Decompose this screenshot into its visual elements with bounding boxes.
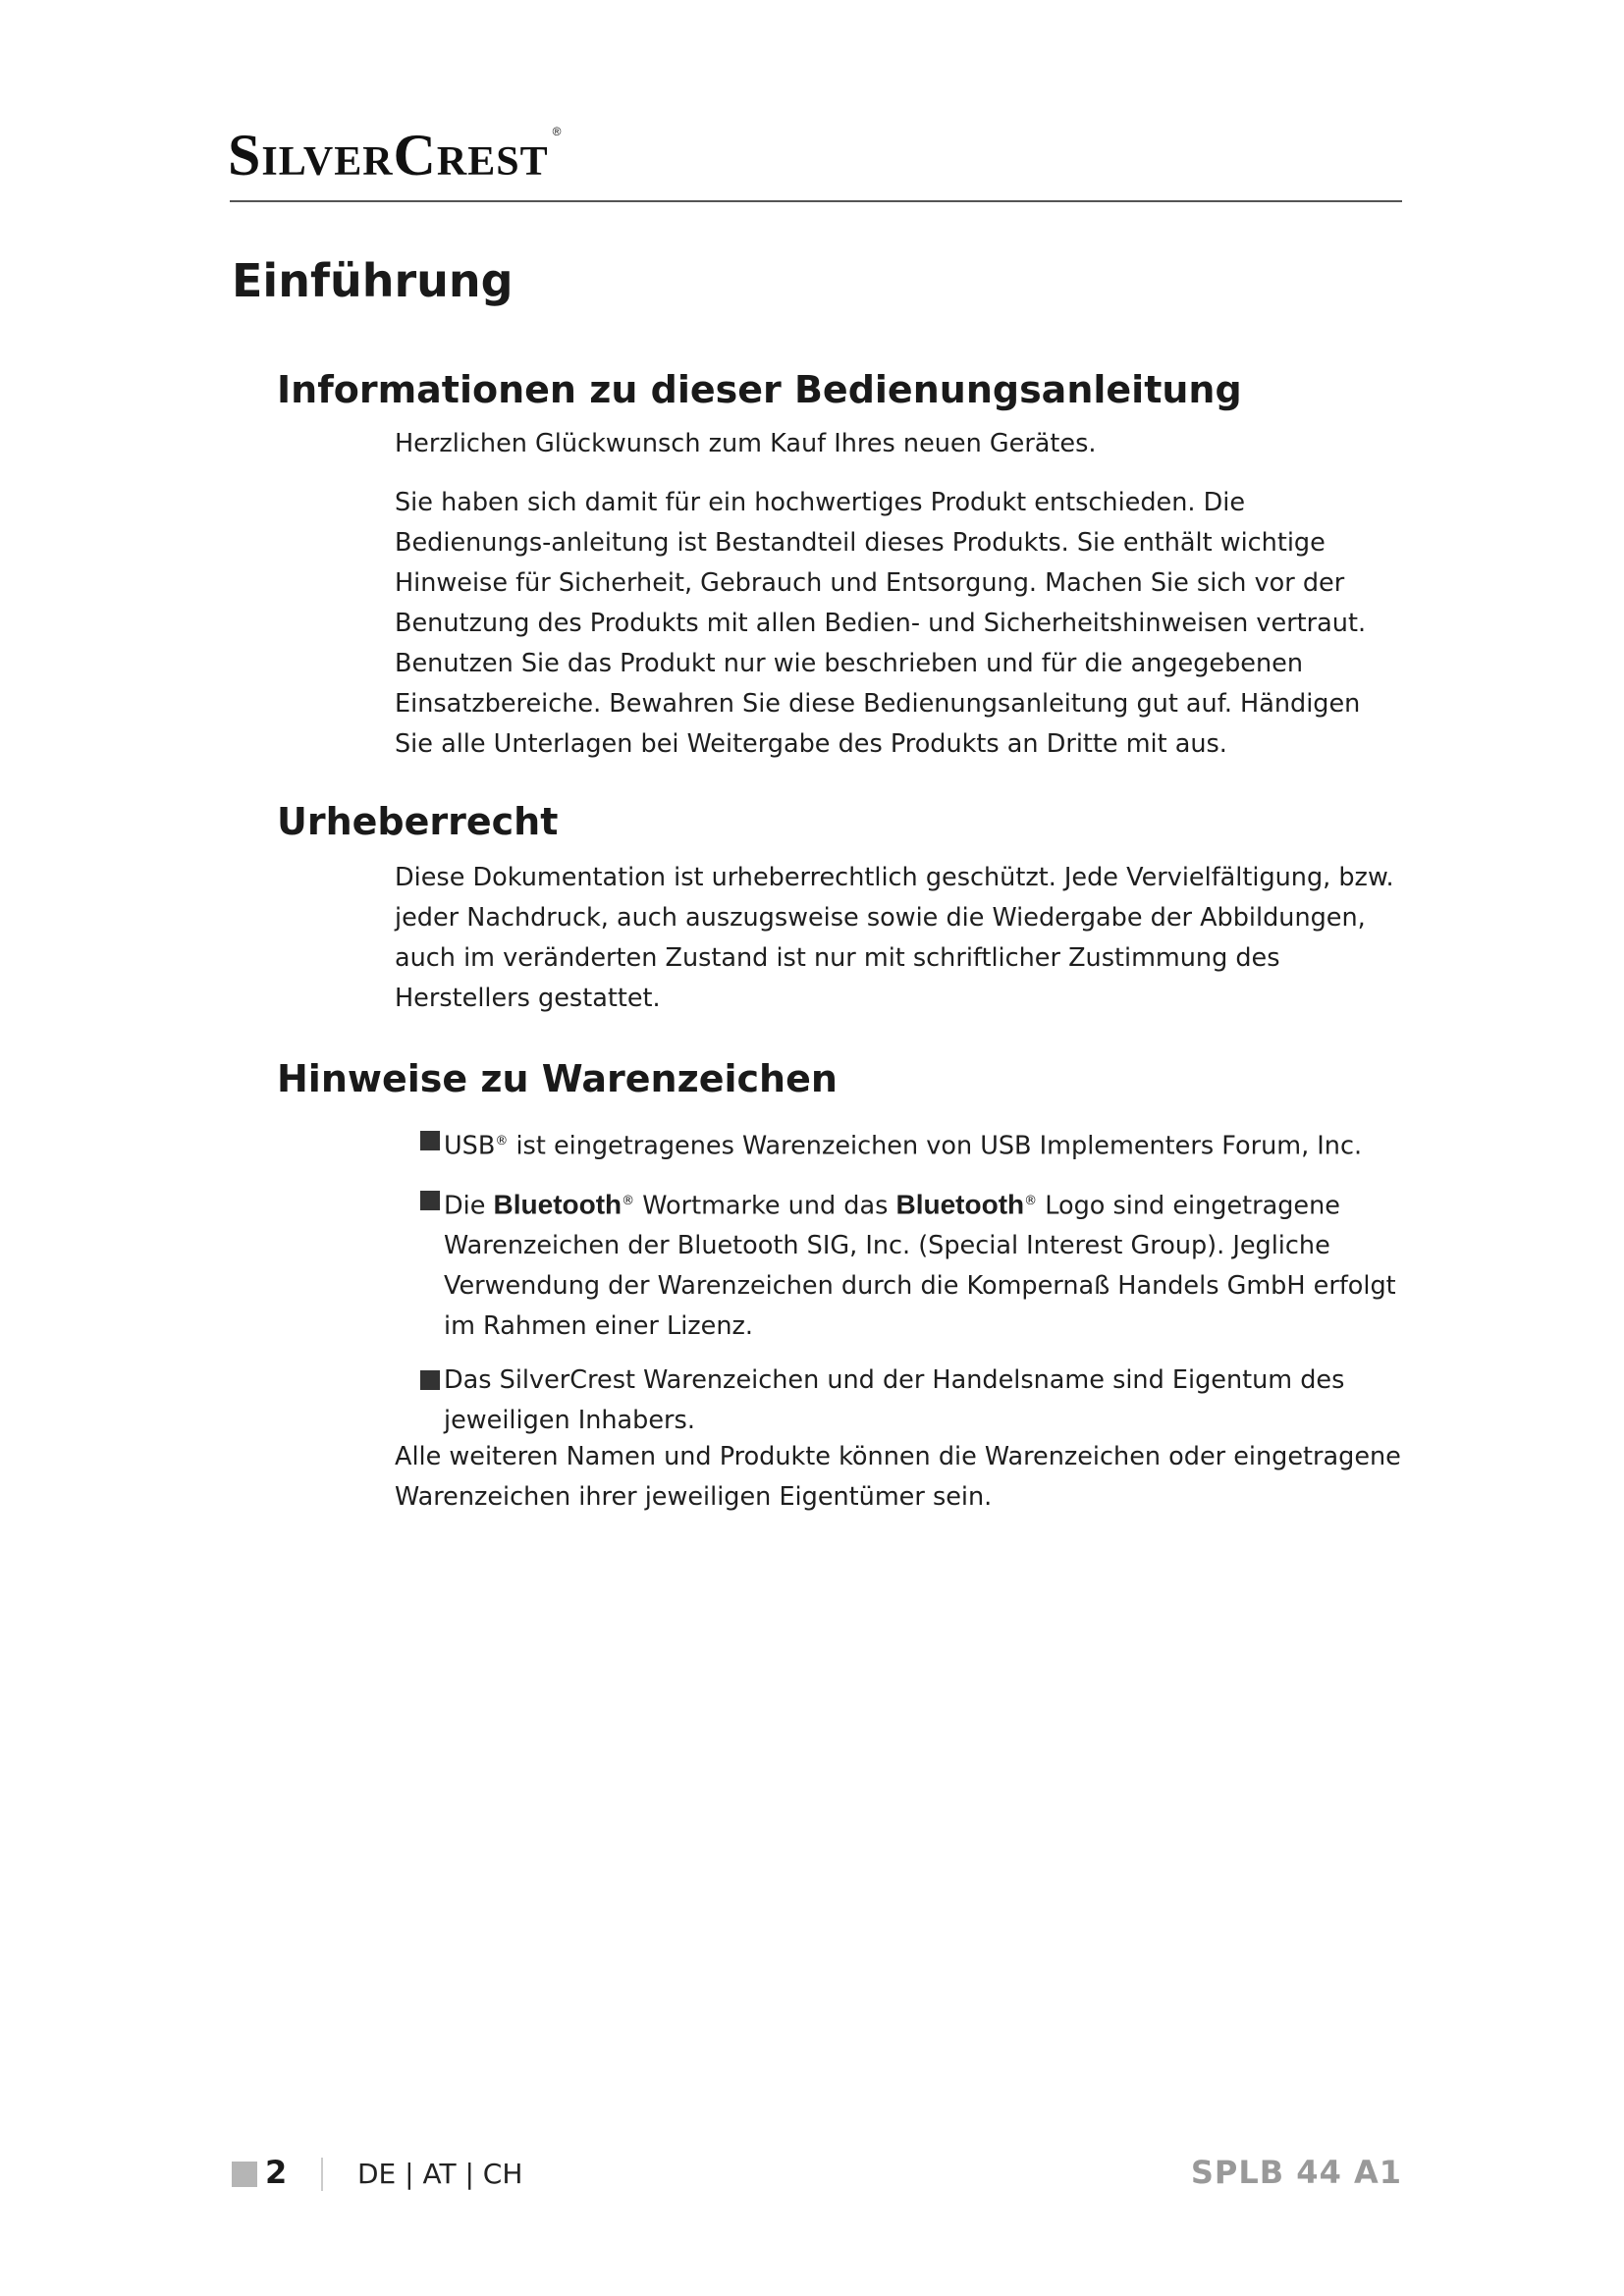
- trademark-list: [420, 1121, 1412, 1455]
- bluetooth-mid: Wortmarke und das: [634, 1191, 896, 1220]
- usb-reg-mark: ®: [495, 1134, 509, 1148]
- registered-mark: ®: [552, 125, 563, 138]
- silvercrest-text: Das SilverCrest Warenzeichen und der Handelsname sind Eigentum des jeweiligen Inhabers.: [444, 1365, 1345, 1435]
- bullet-square-icon: [420, 1370, 440, 1390]
- trademark-item-usb: [420, 1121, 1412, 1167]
- header-divider: [230, 200, 1402, 202]
- brand-logo-text: SilverCrest: [228, 123, 549, 187]
- trademark-item-bluetooth: [420, 1181, 1412, 1348]
- footer-square-icon: [232, 2162, 257, 2187]
- footer-languages: DE | AT | CH: [357, 2158, 523, 2190]
- trademark-closing: Alle weiteren Namen und Produkte können die Warenzeichen oder eingetragene Warenzeichen ihrer jeweiligen Eigentümer sein.: [395, 1442, 1401, 1512]
- bluetooth-text: Logo sind eingetragene Warenzeichen der Bluetooth SIG, Inc. (Special Interest Group). Jegliche Verwendung der Warenzeichen durch die Kompernaß Handels GmbH erfolgt im Rahmen einer Lizenz.: [444, 1191, 1396, 1341]
- bluetooth-wordmark-2: Bluetooth: [895, 1189, 1025, 1219]
- usb-label: USB: [444, 1131, 496, 1161]
- page-title: Einführung: [232, 254, 514, 307]
- section-heading-copyright: Urheberrecht: [277, 800, 559, 843]
- bullet-square-icon: [420, 1191, 440, 1210]
- section-copyright-body: Diese Dokumentation ist urheberrechtlich geschützt. Jede Vervielfältigung, bzw. jeder Nachdruck, auch auszugsweise sowie die Wiedergabe der Abbildungen, auch im veränderten Zustand ist nur mit schriftlicher Zustimmung des Herstellers gestattet.: [395, 863, 1394, 1013]
- section-info-body: Sie haben sich damit für ein hochwertiges Produkt entschieden. Die Bedienungs-anleitung ist Bestandteil dieses Produkts. Sie enthält wichtige Hinweise für Sicherheit, Gebrauch und Entsorgung. Machen Sie sich vor der Benutzung des Produkts mit allen Bedien- und Sicherheitshinweisen vertraut. Benutzen Sie das Produkt nur wie beschrieben und für die angegebenen Einsatzbereiche. Bewahren Sie diese Bedienungsanleitung gut auf. Händigen Sie alle Unterlagen bei Weitergabe des Produkts an Dritte mit aus.: [395, 488, 1367, 759]
- brand-logo: [228, 123, 563, 187]
- bluetooth-wordmark-1: Bluetooth: [493, 1189, 623, 1219]
- bluetooth-pre: Die: [444, 1191, 494, 1220]
- bluetooth-reg-mark-2: ®: [1024, 1193, 1038, 1208]
- model-number: SPLB 44 A1: [1190, 2154, 1402, 2191]
- footer-divider: [321, 2158, 323, 2191]
- section-heading-info: Informationen zu dieser Bedienungsanleitung: [277, 368, 1242, 411]
- usb-text: ist eingetragenes Warenzeichen von USB Implementers Forum, Inc.: [508, 1131, 1363, 1161]
- bluetooth-reg-mark-1: ®: [622, 1193, 635, 1208]
- section-info-intro: Herzlichen Glückwunsch zum Kauf Ihres neuen Gerätes.: [395, 429, 1097, 458]
- page-number: 2: [265, 2154, 288, 2191]
- trademark-item-silvercrest: [420, 1361, 1412, 1441]
- section-heading-trademarks: Hinweise zu Warenzeichen: [277, 1057, 838, 1100]
- bullet-square-icon: [420, 1131, 440, 1150]
